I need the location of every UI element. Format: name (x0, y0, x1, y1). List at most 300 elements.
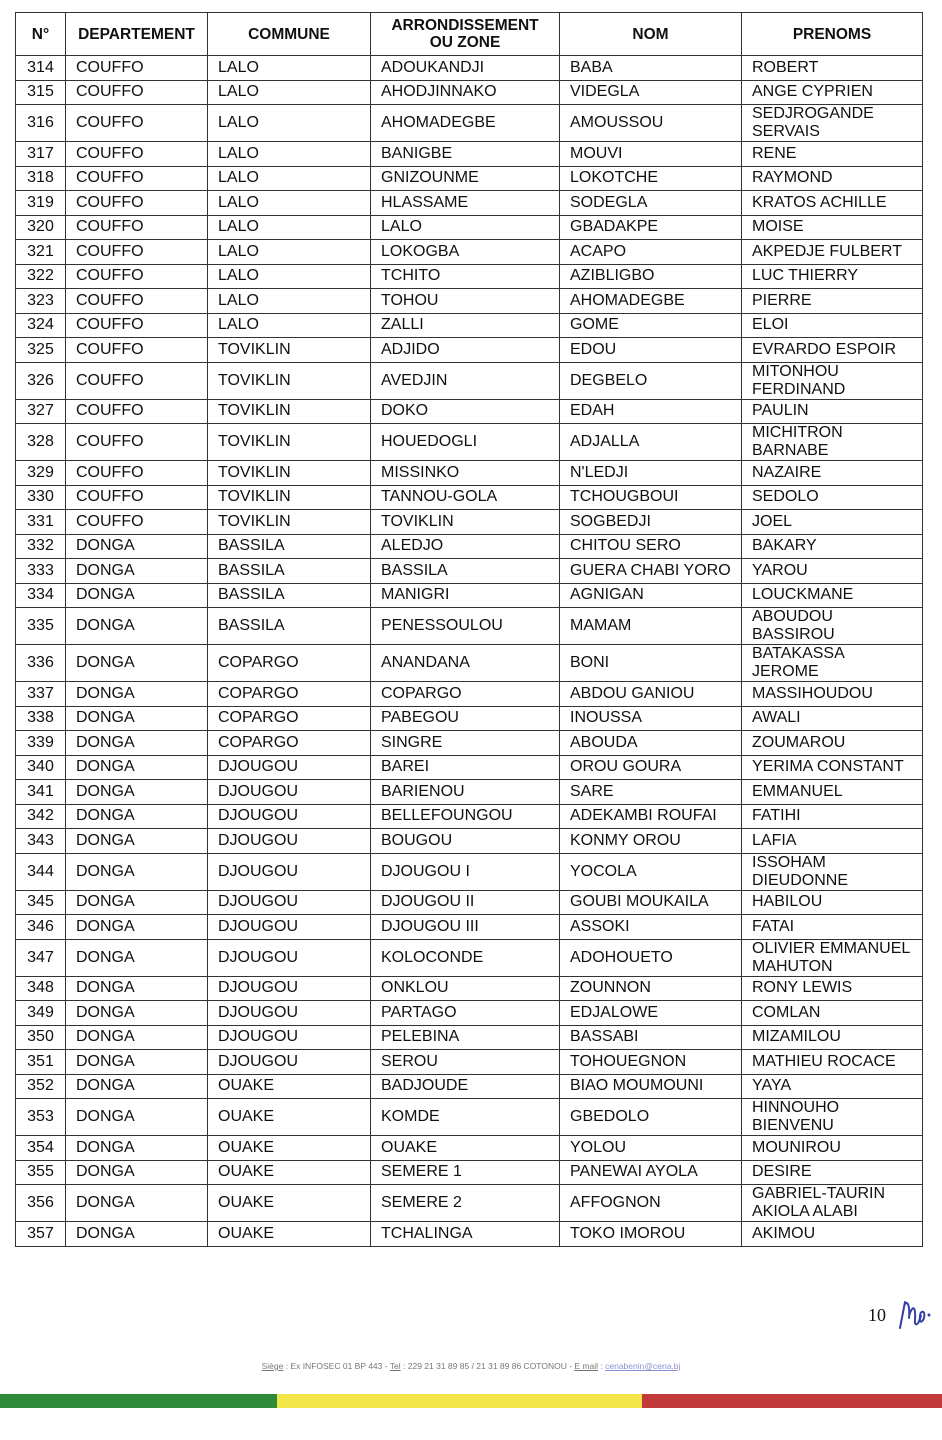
cell-departement: DONGA (66, 1136, 208, 1161)
cell-number: 328 (16, 424, 66, 461)
cell-commune: COPARGO (208, 731, 371, 756)
cell-departement: DONGA (66, 1222, 208, 1247)
cell-number: 327 (16, 399, 66, 424)
cell-commune: LALO (208, 105, 371, 142)
table-row (16, 424, 923, 461)
cell-prenoms: AKPEDJE FULBERT (742, 240, 923, 265)
cell-nom: MOUVI (560, 142, 742, 167)
cell-arrondissement: PELEBINA (371, 1025, 560, 1050)
cell-nom: N'LEDJI (560, 461, 742, 486)
cell-commune: DJOUGOU (208, 890, 371, 915)
table-row (16, 105, 923, 142)
cell-commune: LALO (208, 289, 371, 314)
cell-prenoms: DESIRE (742, 1160, 923, 1185)
cell-prenoms: RENE (742, 142, 923, 167)
table-row (16, 56, 923, 81)
cell-departement: DONGA (66, 731, 208, 756)
cell-prenoms: ANGE CYPRIEN (742, 80, 923, 105)
table-row (16, 215, 923, 240)
cell-number: 346 (16, 915, 66, 940)
cell-nom: AHOMADEGBE (560, 289, 742, 314)
table-row (16, 1222, 923, 1247)
cell-number: 341 (16, 780, 66, 805)
table-row (16, 915, 923, 940)
cell-departement: DONGA (66, 1160, 208, 1185)
cell-departement: COUFFO (66, 56, 208, 81)
table-row (16, 780, 923, 805)
cell-prenoms: LUC THIERRY (742, 264, 923, 289)
table-row (16, 534, 923, 559)
cell-number: 329 (16, 461, 66, 486)
footer-email-sep: : (598, 1361, 606, 1371)
cell-commune: LALO (208, 264, 371, 289)
cell-arrondissement: PABEGOU (371, 706, 560, 731)
cell-prenoms: AWALI (742, 706, 923, 731)
cell-prenoms: MOISE (742, 215, 923, 240)
cell-prenoms: SEDOLO (742, 485, 923, 510)
cell-prenoms: FATAI (742, 915, 923, 940)
cell-arrondissement: AHODJINNAKO (371, 80, 560, 105)
cell-prenoms: OLIVIER EMMANUEL MAHUTON (742, 939, 923, 976)
cell-departement: COUFFO (66, 166, 208, 191)
cell-commune: BASSILA (208, 583, 371, 608)
cell-number: 345 (16, 890, 66, 915)
cell-commune: DJOUGOU (208, 976, 371, 1001)
table-body (16, 56, 923, 1247)
table-row (16, 1160, 923, 1185)
cell-number: 321 (16, 240, 66, 265)
cell-prenoms: RAYMOND (742, 166, 923, 191)
flag-band-red (642, 1394, 942, 1408)
cell-commune: OUAKE (208, 1136, 371, 1161)
cell-nom: EDJALOWE (560, 1001, 742, 1026)
table-row (16, 461, 923, 486)
cell-number: 315 (16, 80, 66, 105)
cell-commune: OUAKE (208, 1160, 371, 1185)
cell-arrondissement: LALO (371, 215, 560, 240)
footer-siege-text: : Ex INFOSEC 01 BP 443 - (283, 1361, 390, 1371)
cell-number: 353 (16, 1099, 66, 1136)
cell-number: 322 (16, 264, 66, 289)
cell-arrondissement: DJOUGOU II (371, 890, 560, 915)
cell-arrondissement: DOKO (371, 399, 560, 424)
header-commune: COMMUNE (208, 13, 371, 56)
cell-nom: SODEGLA (560, 191, 742, 216)
cell-arrondissement: BADJOUDE (371, 1074, 560, 1099)
cell-departement: COUFFO (66, 362, 208, 399)
header-nom: NOM (560, 13, 742, 56)
cell-prenoms: PAULIN (742, 399, 923, 424)
cell-arrondissement: LOKOGBA (371, 240, 560, 265)
cell-nom: TCHOUGBOUI (560, 485, 742, 510)
cell-nom: ADOHOUETO (560, 939, 742, 976)
cell-arrondissement: TCHITO (371, 264, 560, 289)
cell-departement: COUFFO (66, 80, 208, 105)
cell-arrondissement: MANIGRI (371, 583, 560, 608)
cell-arrondissement: SEMERE 2 (371, 1185, 560, 1222)
table-row (16, 338, 923, 363)
cell-arrondissement: TOVIKLIN (371, 510, 560, 535)
cell-departement: COUFFO (66, 142, 208, 167)
table-row (16, 1025, 923, 1050)
cell-nom: BONI (560, 645, 742, 682)
cell-commune: DJOUGOU (208, 780, 371, 805)
cell-number: 336 (16, 645, 66, 682)
cell-prenoms: RONY LEWIS (742, 976, 923, 1001)
cell-prenoms: MATHIEU ROCACE (742, 1050, 923, 1075)
cell-prenoms: YAROU (742, 559, 923, 584)
cell-commune: DJOUGOU (208, 939, 371, 976)
cell-departement: DONGA (66, 1025, 208, 1050)
cell-departement: DONGA (66, 804, 208, 829)
cell-prenoms: MIZAMILOU (742, 1025, 923, 1050)
cell-prenoms: MOUNIROU (742, 1136, 923, 1161)
cell-departement: DONGA (66, 853, 208, 890)
table-row (16, 240, 923, 265)
flag-color-band (0, 1394, 942, 1408)
cell-departement: COUFFO (66, 313, 208, 338)
table-row (16, 829, 923, 854)
cell-departement: COUFFO (66, 240, 208, 265)
cell-number: 355 (16, 1160, 66, 1185)
cell-nom: CHITOU SERO (560, 534, 742, 559)
cell-number: 349 (16, 1001, 66, 1026)
cell-arrondissement: KOMDE (371, 1099, 560, 1136)
cell-prenoms: ABOUDOU BASSIROU (742, 608, 923, 645)
cell-number: 352 (16, 1074, 66, 1099)
cell-departement: DONGA (66, 1050, 208, 1075)
cell-commune: OUAKE (208, 1222, 371, 1247)
cell-arrondissement: BAREI (371, 755, 560, 780)
cell-commune: TOVIKLIN (208, 362, 371, 399)
cell-prenoms: YAYA (742, 1074, 923, 1099)
cell-nom: INOUSSA (560, 706, 742, 731)
cell-departement: DONGA (66, 583, 208, 608)
table-row (16, 1074, 923, 1099)
cell-arrondissement: OUAKE (371, 1136, 560, 1161)
table-row (16, 313, 923, 338)
cell-nom: GBADAKPE (560, 215, 742, 240)
cell-nom: ASSOKI (560, 915, 742, 940)
table-row (16, 485, 923, 510)
cell-nom: PANEWAI AYOLA (560, 1160, 742, 1185)
table-row (16, 706, 923, 731)
cell-commune: TOVIKLIN (208, 510, 371, 535)
cell-commune: TOVIKLIN (208, 424, 371, 461)
cell-number: 318 (16, 166, 66, 191)
cell-prenoms: BAKARY (742, 534, 923, 559)
participants-table (15, 12, 923, 1247)
cell-departement: DONGA (66, 890, 208, 915)
header-prenoms: PRENOMS (742, 13, 923, 56)
cell-nom: LOKOTCHE (560, 166, 742, 191)
cell-nom: ACAPO (560, 240, 742, 265)
table-row (16, 731, 923, 756)
cell-arrondissement: TANNOU-GOLA (371, 485, 560, 510)
cell-departement: COUFFO (66, 289, 208, 314)
cell-departement: COUFFO (66, 485, 208, 510)
cell-number: 330 (16, 485, 66, 510)
table-row (16, 1185, 923, 1222)
cell-commune: DJOUGOU (208, 829, 371, 854)
cell-commune: BASSILA (208, 608, 371, 645)
table-row (16, 583, 923, 608)
table-row (16, 939, 923, 976)
header-departement: DEPARTEMENT (66, 13, 208, 56)
cell-commune: LALO (208, 80, 371, 105)
cell-prenoms: COMLAN (742, 1001, 923, 1026)
footer-email-link[interactable]: cenabenin@cena.bj (605, 1361, 681, 1371)
cell-prenoms: SEDJROGANDE SERVAIS (742, 105, 923, 142)
cell-number: 332 (16, 534, 66, 559)
cell-commune: OUAKE (208, 1185, 371, 1222)
cell-prenoms: ZOUMAROU (742, 731, 923, 756)
cell-commune: COPARGO (208, 682, 371, 707)
table-row (16, 804, 923, 829)
table-row (16, 80, 923, 105)
cell-nom: GUERA CHABI YORO (560, 559, 742, 584)
cell-nom: ADJALLA (560, 424, 742, 461)
cell-commune: LALO (208, 142, 371, 167)
cell-commune: LALO (208, 166, 371, 191)
cell-nom: OROU GOURA (560, 755, 742, 780)
cell-departement: DONGA (66, 780, 208, 805)
cell-commune: DJOUGOU (208, 853, 371, 890)
cell-arrondissement: ZALLI (371, 313, 560, 338)
cell-arrondissement: BELLEFOUNGOU (371, 804, 560, 829)
cell-commune: COPARGO (208, 706, 371, 731)
cell-prenoms: KRATOS ACHILLE (742, 191, 923, 216)
cell-departement: DONGA (66, 755, 208, 780)
cell-departement: DONGA (66, 1099, 208, 1136)
cell-commune: DJOUGOU (208, 804, 371, 829)
cell-arrondissement: BANIGBE (371, 142, 560, 167)
cell-nom: DEGBELO (560, 362, 742, 399)
cell-commune: OUAKE (208, 1099, 371, 1136)
cell-departement: DONGA (66, 608, 208, 645)
cell-nom: MAMAM (560, 608, 742, 645)
cell-departement: DONGA (66, 976, 208, 1001)
cell-arrondissement: PENESSOULOU (371, 608, 560, 645)
cell-prenoms: EMMANUEL (742, 780, 923, 805)
cell-prenoms: AKIMOU (742, 1222, 923, 1247)
cell-arrondissement: BOUGOU (371, 829, 560, 854)
cell-commune: LALO (208, 56, 371, 81)
table-row (16, 362, 923, 399)
cell-nom: YOLOU (560, 1136, 742, 1161)
cell-prenoms: BATAKASSA JEROME (742, 645, 923, 682)
cell-arrondissement: SEMERE 1 (371, 1160, 560, 1185)
cell-departement: DONGA (66, 645, 208, 682)
cell-commune: BASSILA (208, 559, 371, 584)
table-row (16, 976, 923, 1001)
cell-number: 344 (16, 853, 66, 890)
cell-nom: BABA (560, 56, 742, 81)
table-row (16, 755, 923, 780)
cell-number: 348 (16, 976, 66, 1001)
cell-departement: DONGA (66, 915, 208, 940)
flag-band-yellow (277, 1394, 642, 1408)
cell-nom: GBEDOLO (560, 1099, 742, 1136)
cell-commune: LALO (208, 313, 371, 338)
cell-prenoms: LOUCKMANE (742, 583, 923, 608)
cell-arrondissement: HLASSAME (371, 191, 560, 216)
cell-number: 347 (16, 939, 66, 976)
cell-departement: DONGA (66, 682, 208, 707)
cell-departement: COUFFO (66, 510, 208, 535)
cell-commune: TOVIKLIN (208, 338, 371, 363)
cell-nom: SOGBEDJI (560, 510, 742, 535)
table-row (16, 682, 923, 707)
cell-commune: BASSILA (208, 534, 371, 559)
cell-departement: COUFFO (66, 191, 208, 216)
table-row (16, 166, 923, 191)
cell-number: 326 (16, 362, 66, 399)
cell-commune: COPARGO (208, 645, 371, 682)
cell-nom: ADEKAMBI ROUFAI (560, 804, 742, 829)
cell-arrondissement: ALEDJO (371, 534, 560, 559)
cell-arrondissement: BARIENOU (371, 780, 560, 805)
cell-arrondissement: SEROU (371, 1050, 560, 1075)
cell-prenoms: YERIMA CONSTANT (742, 755, 923, 780)
cell-prenoms: LAFIA (742, 829, 923, 854)
table-row (16, 645, 923, 682)
cell-nom: BASSABI (560, 1025, 742, 1050)
cell-arrondissement: SINGRE (371, 731, 560, 756)
cell-arrondissement: MISSINKO (371, 461, 560, 486)
cell-prenoms: MICHITRON BARNABE (742, 424, 923, 461)
cell-arrondissement: HOUEDOGLI (371, 424, 560, 461)
cell-nom: BIAO MOUMOUNI (560, 1074, 742, 1099)
cell-nom: GOME (560, 313, 742, 338)
cell-arrondissement: TCHALINGA (371, 1222, 560, 1247)
cell-number: 342 (16, 804, 66, 829)
cell-arrondissement: GNIZOUNME (371, 166, 560, 191)
cell-departement: COUFFO (66, 105, 208, 142)
cell-nom: AFFOGNON (560, 1185, 742, 1222)
cell-number: 339 (16, 731, 66, 756)
table-row (16, 559, 923, 584)
cell-arrondissement: TOHOU (371, 289, 560, 314)
cell-departement: DONGA (66, 939, 208, 976)
cell-commune: LALO (208, 191, 371, 216)
cell-number: 325 (16, 338, 66, 363)
footer-tel-label: Tel (389, 1361, 401, 1371)
cell-prenoms: MASSIHOUDOU (742, 682, 923, 707)
cell-departement: COUFFO (66, 215, 208, 240)
cell-number: 351 (16, 1050, 66, 1075)
cell-departement: COUFFO (66, 461, 208, 486)
cell-number: 343 (16, 829, 66, 854)
table-row (16, 890, 923, 915)
footer-siege-label: Siège (261, 1361, 284, 1371)
cell-number: 334 (16, 583, 66, 608)
cell-commune: DJOUGOU (208, 1050, 371, 1075)
cell-arrondissement: ADOUKANDJI (371, 56, 560, 81)
cell-prenoms: HINNOUHO BIENVENU (742, 1099, 923, 1136)
cell-commune: TOVIKLIN (208, 485, 371, 510)
table-row (16, 1001, 923, 1026)
table-row (16, 1099, 923, 1136)
cell-number: 357 (16, 1222, 66, 1247)
cell-arrondissement: PARTAGO (371, 1001, 560, 1026)
cell-nom: EDOU (560, 338, 742, 363)
cell-nom: VIDEGLA (560, 80, 742, 105)
cell-arrondissement: DJOUGOU I (371, 853, 560, 890)
cell-departement: DONGA (66, 1001, 208, 1026)
table-row (16, 399, 923, 424)
table-row (16, 510, 923, 535)
table-row (16, 289, 923, 314)
flag-band-green (0, 1394, 277, 1408)
cell-departement: DONGA (66, 534, 208, 559)
cell-departement: DONGA (66, 1074, 208, 1099)
cell-prenoms: NAZAIRE (742, 461, 923, 486)
cell-commune: OUAKE (208, 1074, 371, 1099)
cell-number: 337 (16, 682, 66, 707)
table-row (16, 264, 923, 289)
footer-tel-text: : 229 21 31 89 85 / 21 31 89 86 COTONOU - (400, 1361, 575, 1371)
cell-arrondissement: BASSILA (371, 559, 560, 584)
cell-arrondissement: AHOMADEGBE (371, 105, 560, 142)
cell-nom: ABOUDA (560, 731, 742, 756)
page-number: 10 (868, 1305, 886, 1325)
cell-nom: SARE (560, 780, 742, 805)
cell-arrondissement: DJOUGOU III (371, 915, 560, 940)
cell-departement: COUFFO (66, 338, 208, 363)
cell-departement: DONGA (66, 706, 208, 731)
table-row (16, 853, 923, 890)
cell-prenoms: MITONHOU FERDINAND (742, 362, 923, 399)
cell-nom: AZIBLIGBO (560, 264, 742, 289)
cell-nom: KONMY OROU (560, 829, 742, 854)
cell-prenoms: ELOI (742, 313, 923, 338)
cell-nom: TOKO IMOROU (560, 1222, 742, 1247)
cell-prenoms: JOEL (742, 510, 923, 535)
cell-departement: DONGA (66, 1185, 208, 1222)
table-row (16, 191, 923, 216)
cell-prenoms: EVRARDO ESPOIR (742, 338, 923, 363)
footer-address (0, 1361, 942, 1371)
cell-nom: AMOUSSOU (560, 105, 742, 142)
cell-commune: LALO (208, 240, 371, 265)
cell-commune: TOVIKLIN (208, 399, 371, 424)
cell-number: 354 (16, 1136, 66, 1161)
cell-arrondissement: COPARGO (371, 682, 560, 707)
cell-arrondissement: ADJIDO (371, 338, 560, 363)
cell-nom: ABDOU GANIOU (560, 682, 742, 707)
cell-arrondissement: ONKLOU (371, 976, 560, 1001)
cell-arrondissement: AVEDJIN (371, 362, 560, 399)
header-number: N° (16, 13, 66, 56)
cell-prenoms: ISSOHAM DIEUDONNE (742, 853, 923, 890)
table-row (16, 608, 923, 645)
cell-departement: COUFFO (66, 424, 208, 461)
cell-number: 350 (16, 1025, 66, 1050)
cell-commune: DJOUGOU (208, 1001, 371, 1026)
footer-email-label: E mail (574, 1361, 599, 1371)
cell-commune: DJOUGOU (208, 915, 371, 940)
cell-departement: DONGA (66, 829, 208, 854)
table-row (16, 142, 923, 167)
cell-nom: YOCOLA (560, 853, 742, 890)
cell-nom: ZOUNNON (560, 976, 742, 1001)
cell-number: 356 (16, 1185, 66, 1222)
cell-nom: TOHOUEGNON (560, 1050, 742, 1075)
initials-signature-icon (896, 1298, 936, 1336)
cell-departement: COUFFO (66, 399, 208, 424)
cell-nom: EDAH (560, 399, 742, 424)
